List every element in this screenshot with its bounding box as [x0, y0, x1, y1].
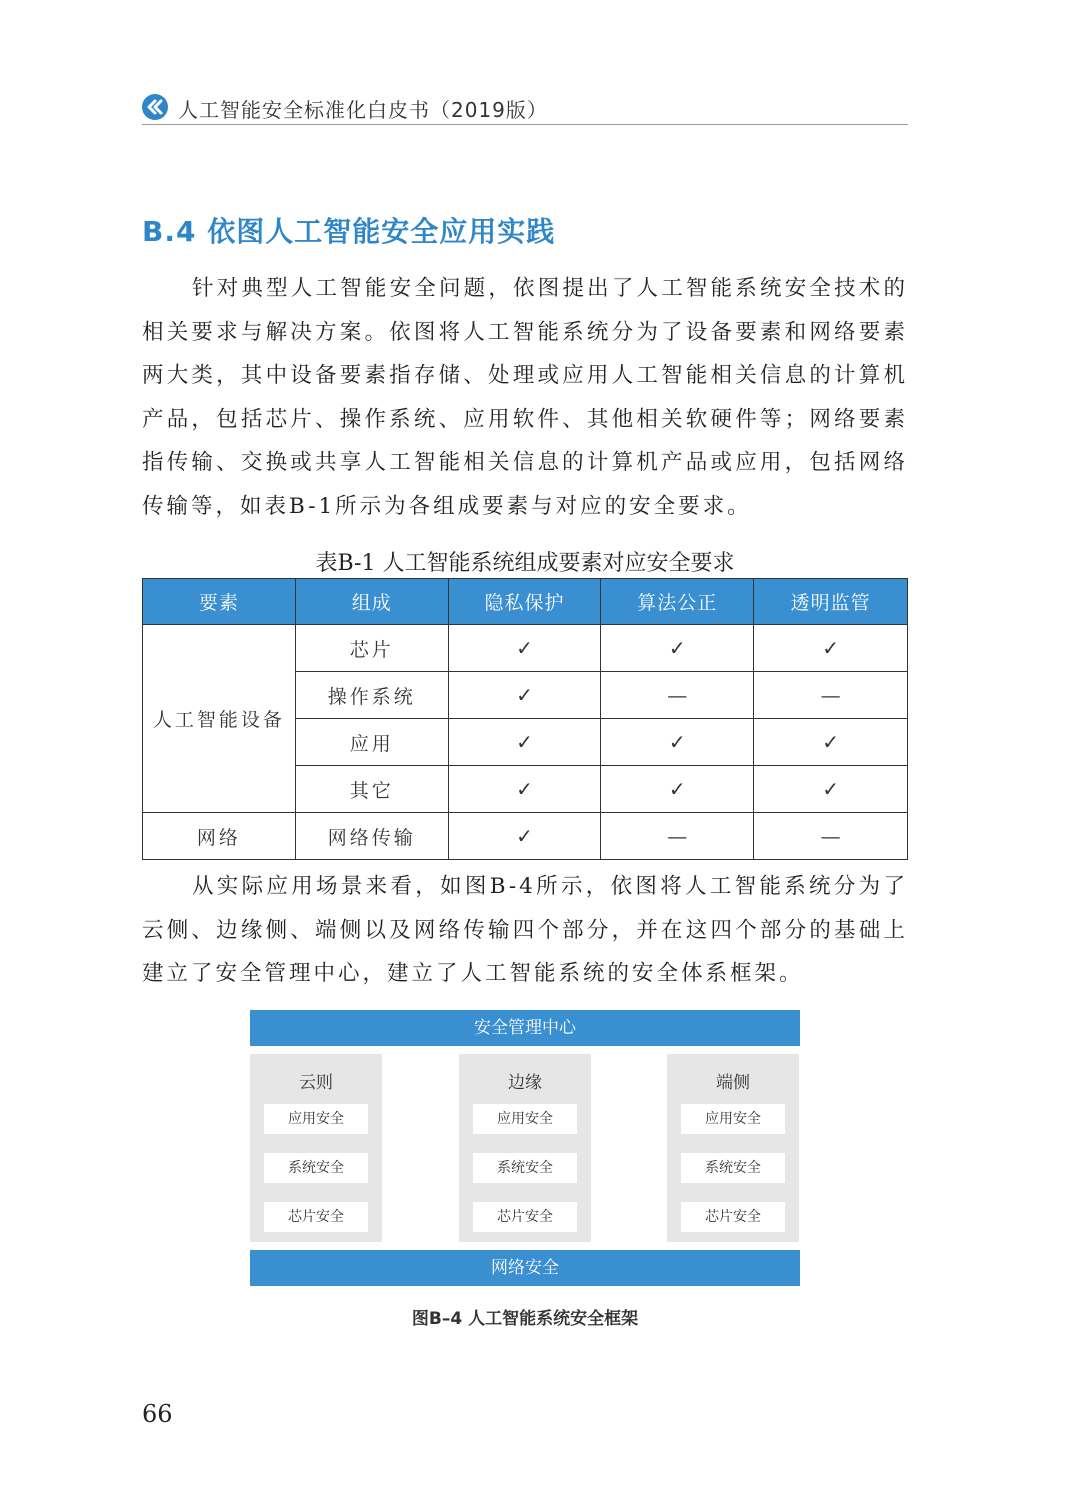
header-title: 人工智能安全标准化白皮书（2019版） [178, 98, 548, 122]
edge-side-column [459, 1054, 591, 1242]
element-cell: 网络 [143, 813, 296, 860]
body-paragraph-2: 从实际应用场景来看，如图B-4所示，依图将人工智能系统分为了云侧、边缘侧、端侧以及网络传输四个部分，并在这四个部分的基础上建立了安全管理中心，建立了人工智能系统的安全体系框架。 [142, 874, 908, 986]
figure-caption: 图B–4 人工智能系统安全框架 [411, 1309, 639, 1329]
app-security-box: 应用安全 [681, 1104, 785, 1134]
table-caption: 表B-1 人工智能系统组成要素对应安全要求 [315, 551, 735, 576]
component-cell: 应用 [295, 719, 448, 766]
column-title: 云则 [299, 1073, 333, 1093]
system-security-box: 系统安全 [681, 1153, 785, 1183]
privacy-cell: ✓ [448, 625, 601, 672]
column-title: 端侧 [716, 1073, 750, 1093]
cloud-side-column [250, 1054, 382, 1242]
network-security-bar: 网络安全 [250, 1250, 800, 1286]
double-chevron-left-icon [142, 94, 168, 120]
header-fairness: 算法公正 [601, 579, 754, 625]
device-side-column [667, 1054, 799, 1242]
transparency-cell: ✓ [754, 766, 908, 813]
section-title: B.4 依图人工智能安全应用实践 [142, 215, 556, 248]
table-row [143, 813, 908, 860]
system-security-box: 系统安全 [264, 1153, 368, 1183]
table-row [143, 625, 908, 672]
component-cell: 其它 [295, 766, 448, 813]
chip-security-box: 芯片安全 [264, 1202, 368, 1232]
fairness-cell: ✓ [601, 719, 754, 766]
header-element: 要素 [143, 579, 296, 625]
app-security-box: 应用安全 [473, 1104, 577, 1134]
privacy-cell: ✓ [448, 672, 601, 719]
privacy-cell: ✓ [448, 813, 601, 860]
header-transparency: 透明监管 [754, 579, 908, 625]
header-privacy: 隐私保护 [448, 579, 601, 625]
transparency-cell: — [754, 672, 908, 719]
fairness-cell: — [601, 813, 754, 860]
transparency-cell: — [754, 813, 908, 860]
component-cell: 芯片 [295, 625, 448, 672]
element-cell: 人工智能设备 [143, 625, 296, 813]
component-cell: 网络传输 [295, 813, 448, 860]
chip-security-box: 芯片安全 [681, 1202, 785, 1232]
component-cell: 操作系统 [295, 672, 448, 719]
transparency-cell: ✓ [754, 719, 908, 766]
fairness-cell: ✓ [601, 766, 754, 813]
table-header-row [143, 579, 908, 625]
page-number: 66 [142, 1400, 173, 1428]
system-security-box: 系统安全 [473, 1153, 577, 1183]
privacy-cell: ✓ [448, 719, 601, 766]
security-framework-diagram [250, 1010, 800, 1288]
privacy-cell: ✓ [448, 766, 601, 813]
chip-security-box: 芯片安全 [473, 1202, 577, 1232]
column-title: 边缘 [508, 1073, 542, 1093]
fairness-cell: — [601, 672, 754, 719]
app-security-box: 应用安全 [264, 1104, 368, 1134]
security-management-center-bar: 安全管理中心 [250, 1010, 800, 1046]
fairness-cell: ✓ [601, 625, 754, 672]
transparency-cell: ✓ [754, 625, 908, 672]
header-component: 组成 [295, 579, 448, 625]
running-header [142, 92, 908, 125]
security-requirements-table [142, 578, 908, 860]
body-paragraph-1: 针对典型人工智能安全问题，依图提出了人工智能系统安全技术的相关要求与解决方案。依图将人工智能系统分为了设备要素和网络要素两大类，其中设备要素指存储、处理或应用人工智能相关信息的计算机产品，包括芯片、操作系统、应用软件、其他相关软硬件等；网络要素指传输、交换或共享人工智能相关信息的计算机产品或应用，包括网络传输等，如表B-1所示为各组成要素与对应的安全要求。 [142, 276, 908, 519]
